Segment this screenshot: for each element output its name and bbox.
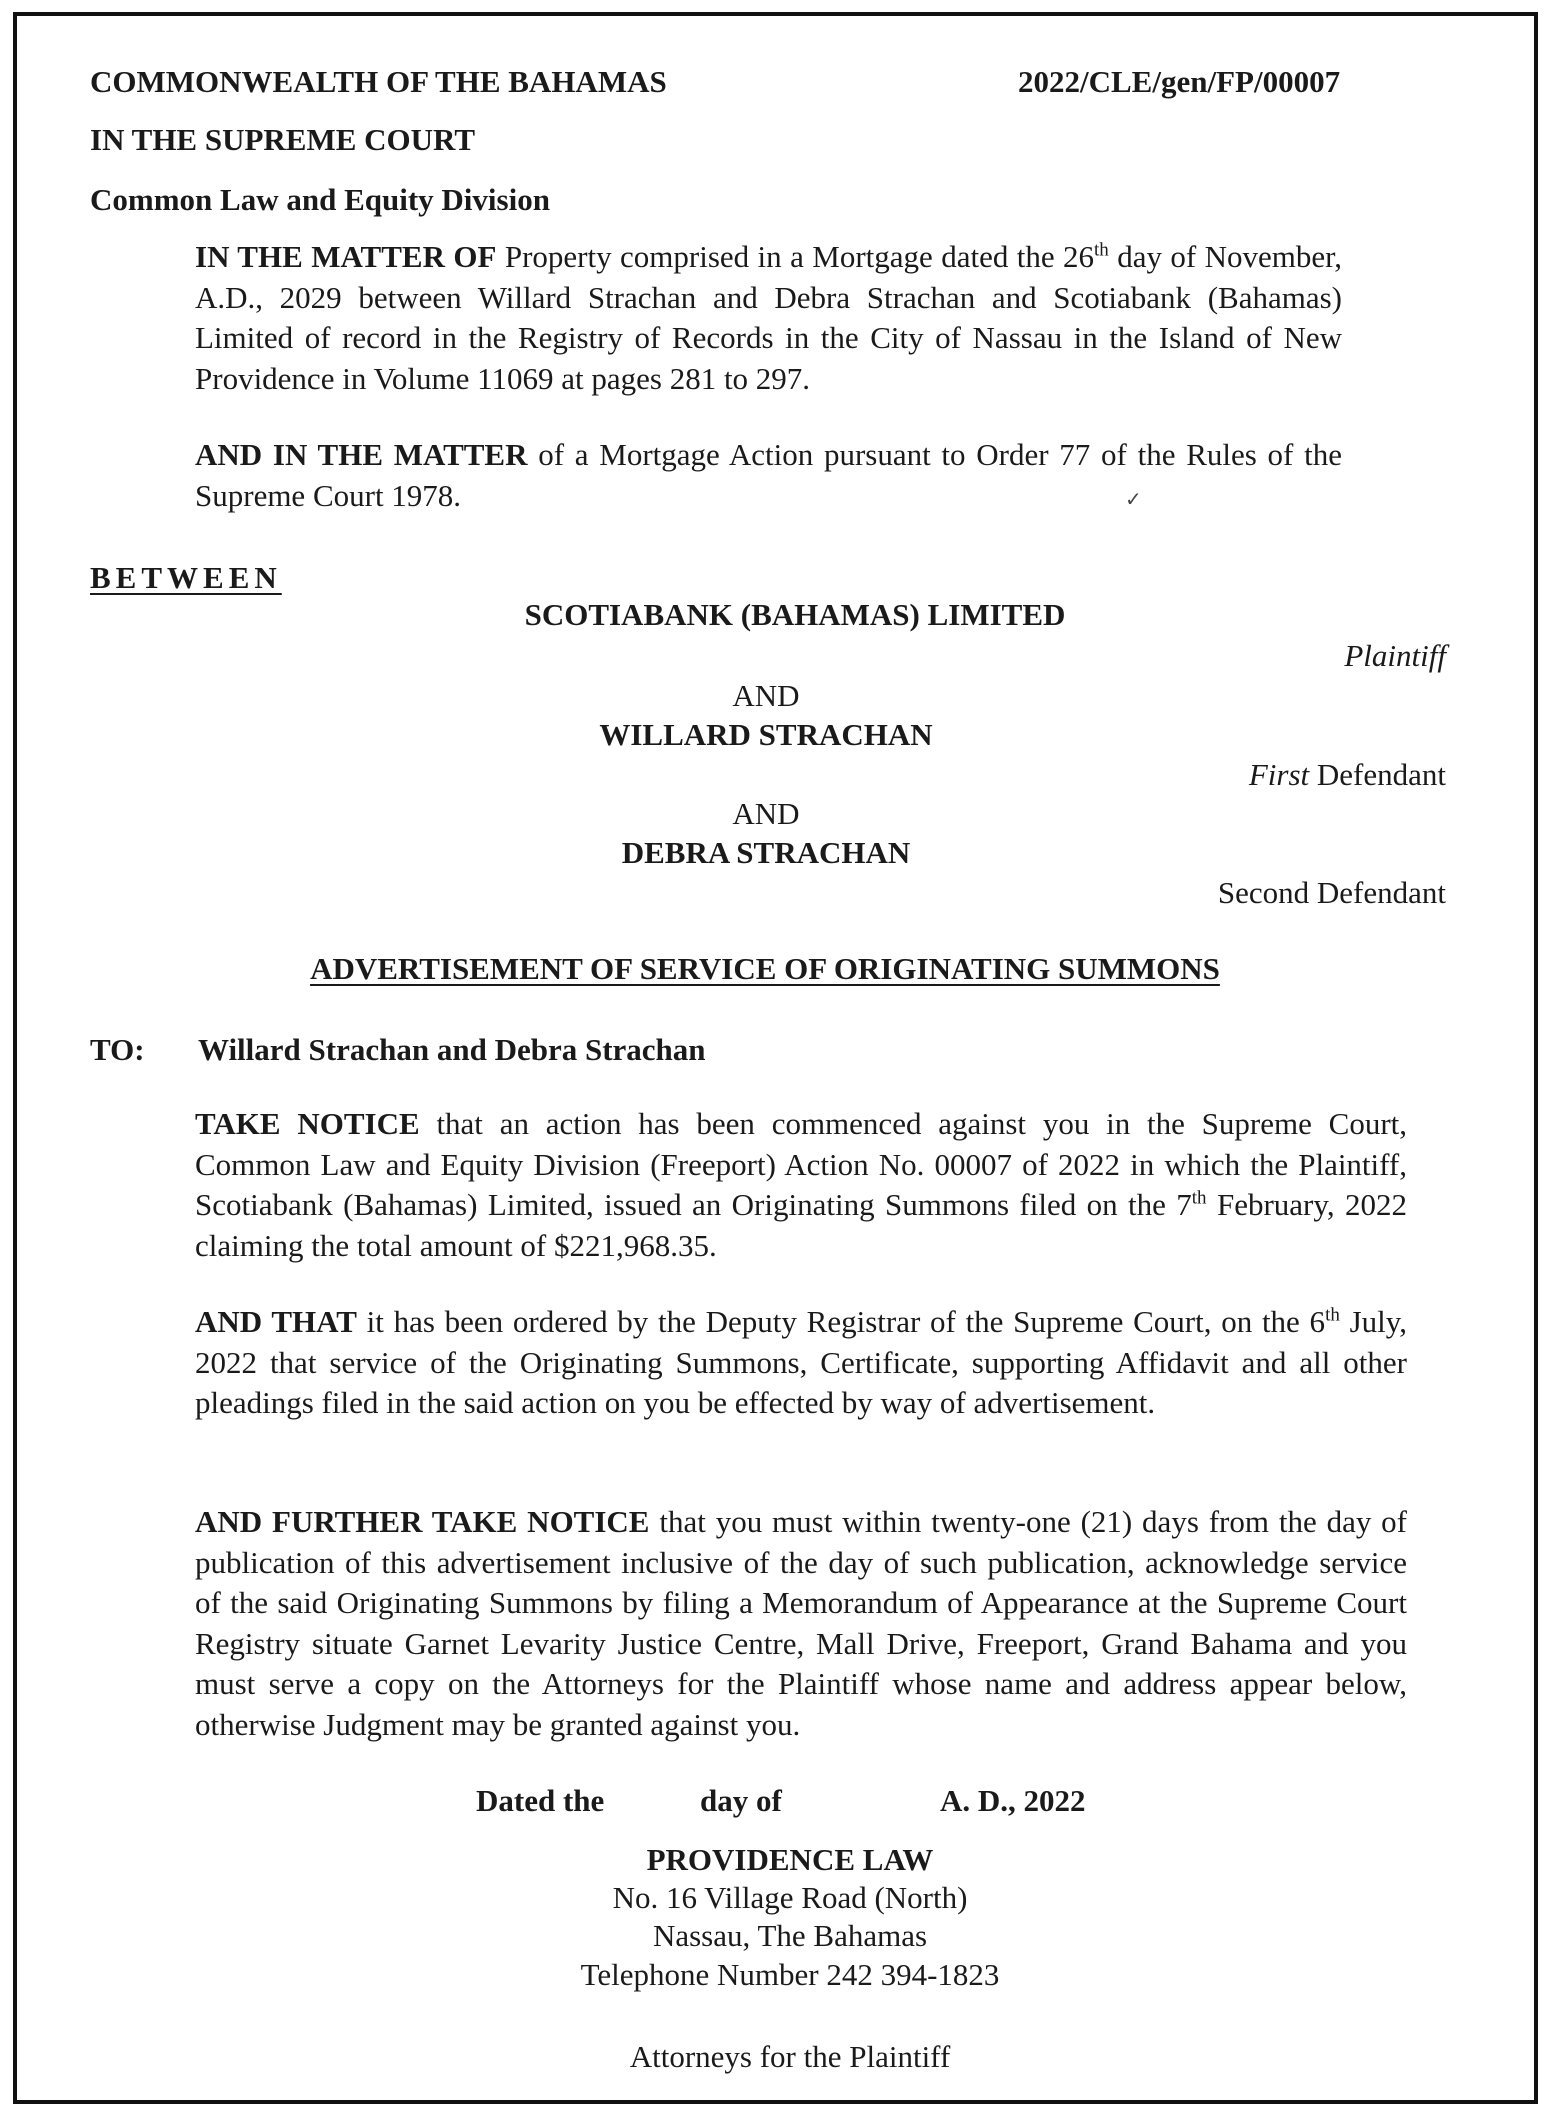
first-defendant-name: WILLARD STRACHAN: [599, 717, 933, 752]
and-separator-2: AND: [732, 796, 800, 831]
and-separator-1: AND: [732, 678, 800, 713]
notice-paragraph-3: [195, 1502, 1407, 1745]
matter-lead-2: AND IN THE MATTER: [195, 437, 528, 472]
dated-label: Dated the: [476, 1783, 605, 1818]
notice-lead-3: AND FURTHER TAKE NOTICE: [195, 1504, 650, 1539]
notice-paragraph-1: [195, 1104, 1407, 1266]
court-heading: IN THE SUPREME COURT: [90, 122, 476, 157]
notice-lead-2: AND THAT: [195, 1304, 357, 1339]
plaintiff-role: Plaintiff: [1344, 638, 1446, 673]
firm-address-2: Nassau, The Bahamas: [652, 1918, 928, 1953]
matter-text-1a: Property comprised in a Mortgage dated the 26: [496, 239, 1095, 274]
second-defendant-role: Second Defendant: [1217, 875, 1446, 910]
matter-lead-1: IN THE MATTER OF: [195, 239, 497, 274]
notice-text-1b: February, 2022 claiming the total amount of $221,968.35.: [195, 1187, 1407, 1263]
second-defendant-name: DEBRA STRACHAN: [621, 835, 911, 870]
matter-text-2: of a Mortgage Action pursuant to Order 77 of the Rules of the Supreme Court 1978.: [195, 437, 1342, 513]
notice-text-2a: it has been ordered by the Deputy Registrar of the Supreme Court, on the 6: [356, 1304, 1326, 1339]
to-label: TO:: [90, 1032, 145, 1067]
division-heading: Common Law and Equity Division: [90, 182, 550, 217]
dated-day-of: day of: [700, 1783, 782, 1818]
first-defendant-role-rest: Defendant: [1309, 757, 1446, 792]
matter-text-1b: day of November, A.D., 2029 between Willard Strachan and Debra Strachan and Scotiabank (Bahamas) Limited of record in the Registry of Records in the City of Nassau in the Island of New Providence in Volume 11069 at pages 281 to 297.: [195, 239, 1342, 396]
dated-year: A. D., 2022: [940, 1783, 1086, 1818]
first-defendant-role: [1249, 755, 1446, 795]
matter-paragraph-2: [195, 435, 1342, 516]
notice-text-3: that you must within twenty-one (21) days from the day of publication of this advertisement inclusive of the day of such publication, acknowledge service of the said Originating Summons by filing a Memorandum of Appearance at the Supreme Court Registry situate Garnet Levarity Justice Centre, Mall Drive, Freeport, Grand Bahama and you must serve a copy on the Attorneys for the Plaintiff whose name and address appear below, otherwise Judgment may be granted against you.: [195, 1504, 1408, 1742]
matter-paragraph-1: [195, 237, 1342, 399]
notice-paragraph-2: [195, 1302, 1407, 1424]
between-label: BETWEEN: [90, 560, 282, 595]
notice-lead-1: TAKE NOTICE: [195, 1106, 420, 1141]
firm-address-1: No. 16 Village Road (North): [612, 1880, 968, 1915]
firm-phone: Telephone Number 242 394-1823: [580, 1957, 1000, 1992]
case-number: 2022/CLE/gen/FP/00007: [1018, 64, 1341, 99]
plaintiff-name: SCOTIABANK (BAHAMAS) LIMITED: [524, 597, 1066, 632]
matter-sup-1: th: [1094, 239, 1109, 261]
firm-role: Attorneys for the Plaintiff: [629, 2039, 951, 2074]
notice-sup-1: th: [1191, 1187, 1207, 1209]
to-names: Willard Strachan and Debra Strachan: [198, 1032, 706, 1067]
country-heading: COMMONWEALTH OF THE BAHAMAS: [90, 64, 667, 99]
document-title: ADVERTISEMENT OF SERVICE OF ORIGINATING SUMMONS: [310, 951, 1220, 986]
first-defendant-role-italic: First: [1248, 757, 1310, 792]
firm-name: PROVIDENCE LAW: [646, 1842, 934, 1877]
notice-text-1a: that an action has been commenced against you in the Supreme Court, Common Law and Equity Division (Freeport) Action No. 00007 of 2022 in which the Plaintiff, Scotiabank (Bahamas) Limited, issued an Originating Summons filed on the 7: [195, 1106, 1408, 1222]
notice-sup-2: th: [1325, 1304, 1340, 1326]
stray-mark: ✓: [1125, 489, 1142, 511]
notice-text-2b: July, 2022 that service of the Originating Summons, Certificate, supporting Affidavit and all other pleadings filed in the said action on you be effected by way of advertisement.: [195, 1304, 1407, 1420]
